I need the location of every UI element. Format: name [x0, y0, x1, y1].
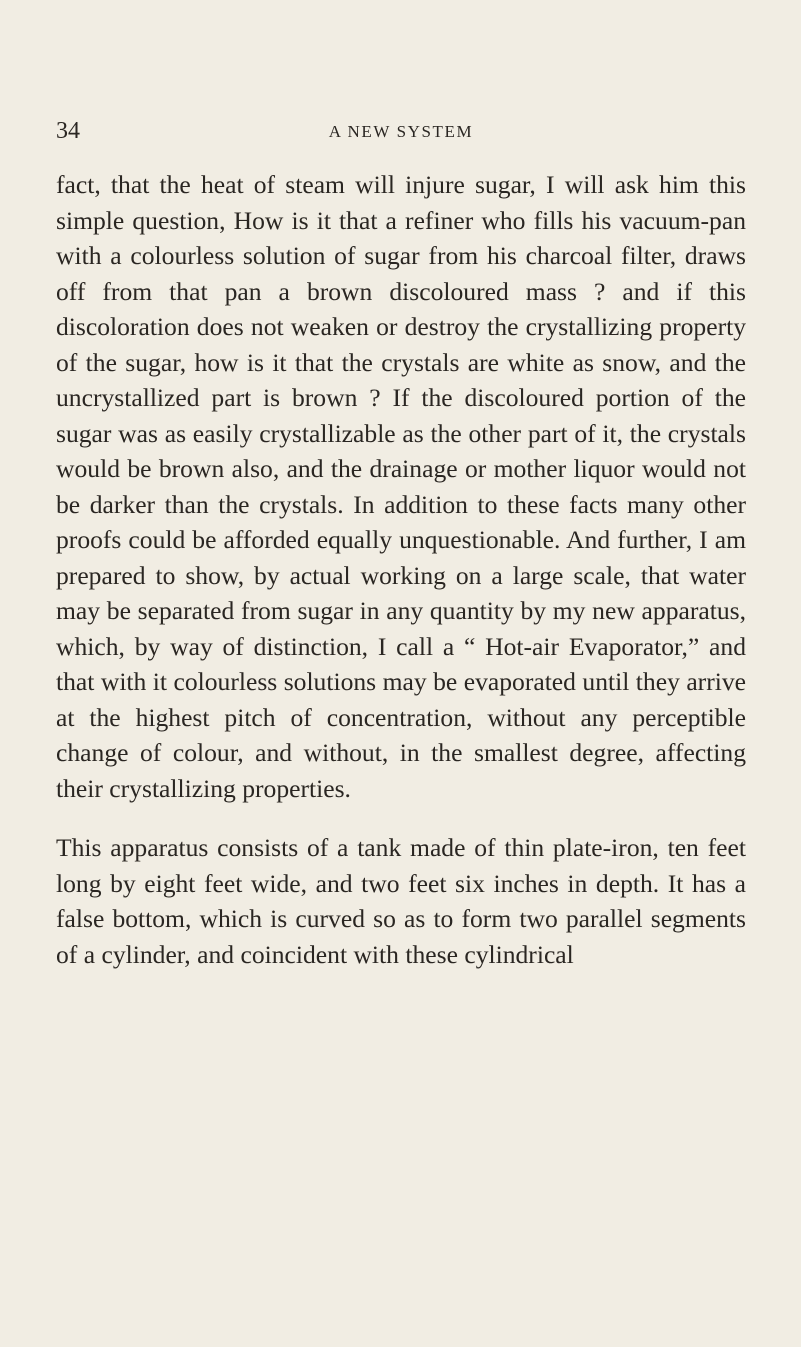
- page-header: [56, 116, 746, 146]
- paragraph: This apparatus consists of a tank made of thin plate-iron, ten feet long by eight feet wide, and two feet six inches in depth. It has a false bottom, which is curved so as to form two parallel segments of a cylinder, and coincident with these cylindrical: [56, 833, 746, 969]
- page-number: 34: [56, 118, 80, 144]
- body-text: [56, 167, 746, 972]
- paragraph: fact, that the heat of steam will injure sugar, I will ask him this simple question, How is it that a refiner who fills his vacuum-pan with a colourless solution of sugar from his charcoal filter, draws off from that pan a brown discoloured mass ? and if this discoloration does not weaken or destroy the crystallizing property of the sugar, how is it that the crystals are white as snow, and the uncrystallized part is brown ? If the discoloured portion of the sugar was as easily crystallizable as the other part of it, the crystals would be brown also, and the drainage or mother liquor would not be darker than the crystals. In addition to these facts many other proofs could be afforded equally unquestionable. And further, I am prepared to show, by actual working on a large scale, that water may be separated from sugar in any quantity by my new apparatus, which, by way of distinction, I call a “ Hot-air Evaporator,” and that with it colourless solutions may be evaporated until they arrive at the highest pitch of concentration, without any perceptible change of colour, and without, in the smallest degree, affecting their crystallizing properties.: [56, 170, 746, 803]
- running-head: A NEW SYSTEM: [328, 122, 474, 141]
